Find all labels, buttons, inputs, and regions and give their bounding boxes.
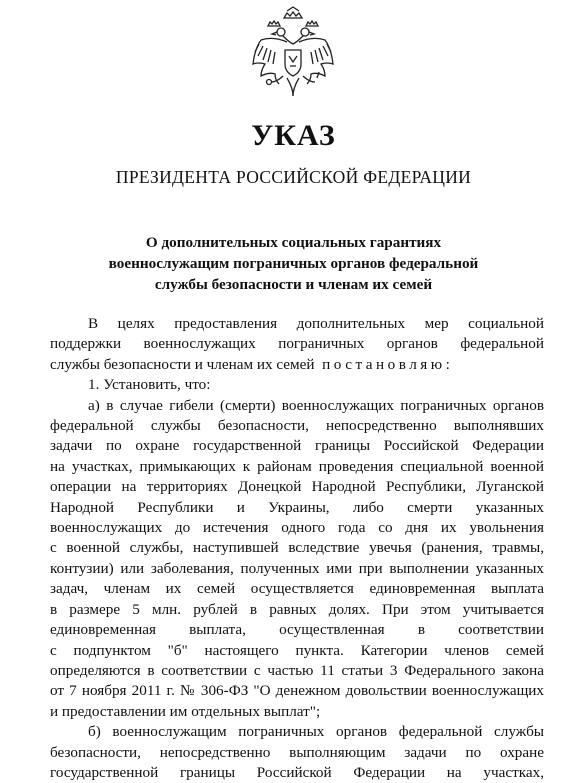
preamble-line: В целях предоставления дополнительных мер социальной <box>88 315 544 332</box>
title-line: военнослужащим пограничных органов федеральной <box>108 255 479 272</box>
item-a-line: военнослужащих до истечения одного года со дня их увольнения <box>50 519 544 537</box>
preamble-line: поддержки военнослужащих пограничных органов федеральной <box>50 335 544 353</box>
item-a-line: с военной службы, наступившей вследствие увечья (ранения, травмы, <box>50 539 544 557</box>
item-a-line: и предоставлении им отдельных выплат"; <box>50 702 321 720</box>
item-a-line: а) в случае гибели (смерти) военнослужащих пограничных органов <box>88 396 544 414</box>
title-line: службы безопасности и членам их семей <box>154 276 433 293</box>
item-b-line: государственной границы Российской Федерации на участках, <box>50 763 544 781</box>
decree-issuer: ПРЕЗИДЕНТА РОССИЙСКОЙ ФЕДЕРАЦИИ <box>115 167 472 187</box>
item-a-line: единовременная выплата, осуществленная в соответствии <box>50 621 544 639</box>
document-title <box>60 232 527 295</box>
item-a-line: федеральной службы безопасности, непосредственно выполнявших <box>50 417 544 435</box>
document-body <box>50 314 544 783</box>
item-1: 1. Установить, что: <box>88 376 211 394</box>
preamble-line <box>50 355 544 375</box>
item-a-line: контузии) или заболевания, полученных ими при выполнении указанных <box>50 559 544 577</box>
item-a <box>50 396 544 723</box>
item-a-line: на участках, примыкающих к районам проведения специальной военной <box>50 457 544 475</box>
item-a-line: задачи по охране государственной границы Российской Федерации <box>50 437 544 455</box>
item-a-line: задач, членам их семей осуществляется единовременная выплата <box>50 580 544 598</box>
item-a-line: операции на территориях Донецкой Народной Республики, Луганской <box>50 478 544 496</box>
item-b-line: б) военнослужащим пограничных органов федеральной службы <box>88 723 544 741</box>
item-a-line: Народной Республики и Украины, либо смерти указанных <box>50 498 544 516</box>
item-a-line: определяются в соответствии с частью 11 статьи 3 Федерального закона <box>50 661 544 679</box>
item-a-line: от 7 ноября 2011 г. № 306-ФЗ "О денежном довольствии военнослужащих <box>50 682 544 700</box>
item-a-line: с подпунктом "б" настоящего пункта. Категории членов семей <box>50 641 544 659</box>
item-a-line: в размере 5 млн. рублей в равных долях. При этом учитывается <box>50 600 544 618</box>
resolution-word: постановляю: <box>322 355 454 373</box>
russian-coat-of-arms-icon <box>243 6 343 106</box>
title-line: О дополнительных социальных гарантиях <box>145 234 442 251</box>
preamble-text: службы безопасности и членам их семей <box>50 355 315 373</box>
item-b <box>50 722 544 783</box>
decree-heading: УКАЗ <box>251 119 336 152</box>
item-b-line: безопасности, непосредственно выполняющим задачи по охране <box>50 743 544 761</box>
